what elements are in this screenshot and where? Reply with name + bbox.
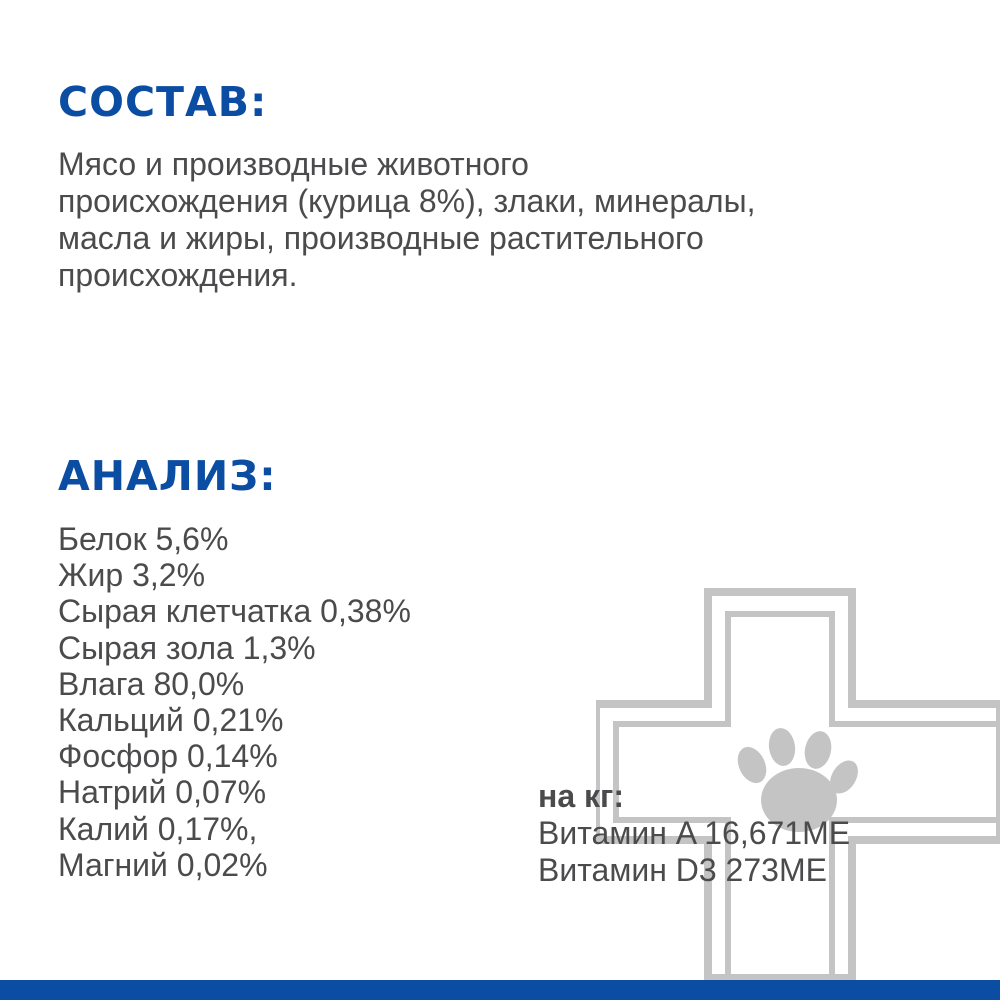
composition-heading: СОСТАВ: — [58, 78, 268, 126]
composition-line: происхождения. — [58, 257, 298, 293]
composition-line: происхождения (курица 8%), злаки, минералы, — [58, 183, 756, 219]
vitamin-a-item: Витамин A 16,671МЕ — [538, 815, 851, 851]
analysis-item-magnesium: Магний 0,02% — [58, 846, 268, 883]
per-kg-title: на кг: — [538, 778, 625, 814]
analysis-item-phosphorus: Фосфор 0,14% — [58, 738, 278, 775]
analysis-item-calcium: Кальций 0,21% — [58, 702, 284, 739]
per-kg-block — [538, 778, 850, 889]
analysis-item-sodium: Натрий 0,07% — [58, 774, 267, 811]
analysis-item-fiber: Сырая клетчатка 0,38% — [58, 593, 411, 630]
analysis-item-fat: Жир 3,2% — [58, 557, 206, 594]
analysis-item-protein: Белок 5,6% — [58, 521, 229, 557]
vitamin-d3-item: Витамин D3 273МЕ — [538, 852, 827, 888]
composition-line: масла и жиры, производные растительного — [58, 220, 704, 256]
analysis-list — [58, 521, 411, 883]
analysis-item-moisture: Влага 80,0% — [58, 665, 245, 702]
analysis-item-potassium: Калий 0,17%, — [58, 810, 258, 847]
composition-text — [58, 146, 958, 294]
analysis-heading: АНАЛИЗ: — [58, 452, 277, 500]
composition-line: Мясо и производные животного — [58, 146, 529, 182]
bottom-bar — [0, 980, 1000, 1000]
analysis-item-ash: Сырая зола 1,3% — [58, 629, 316, 666]
